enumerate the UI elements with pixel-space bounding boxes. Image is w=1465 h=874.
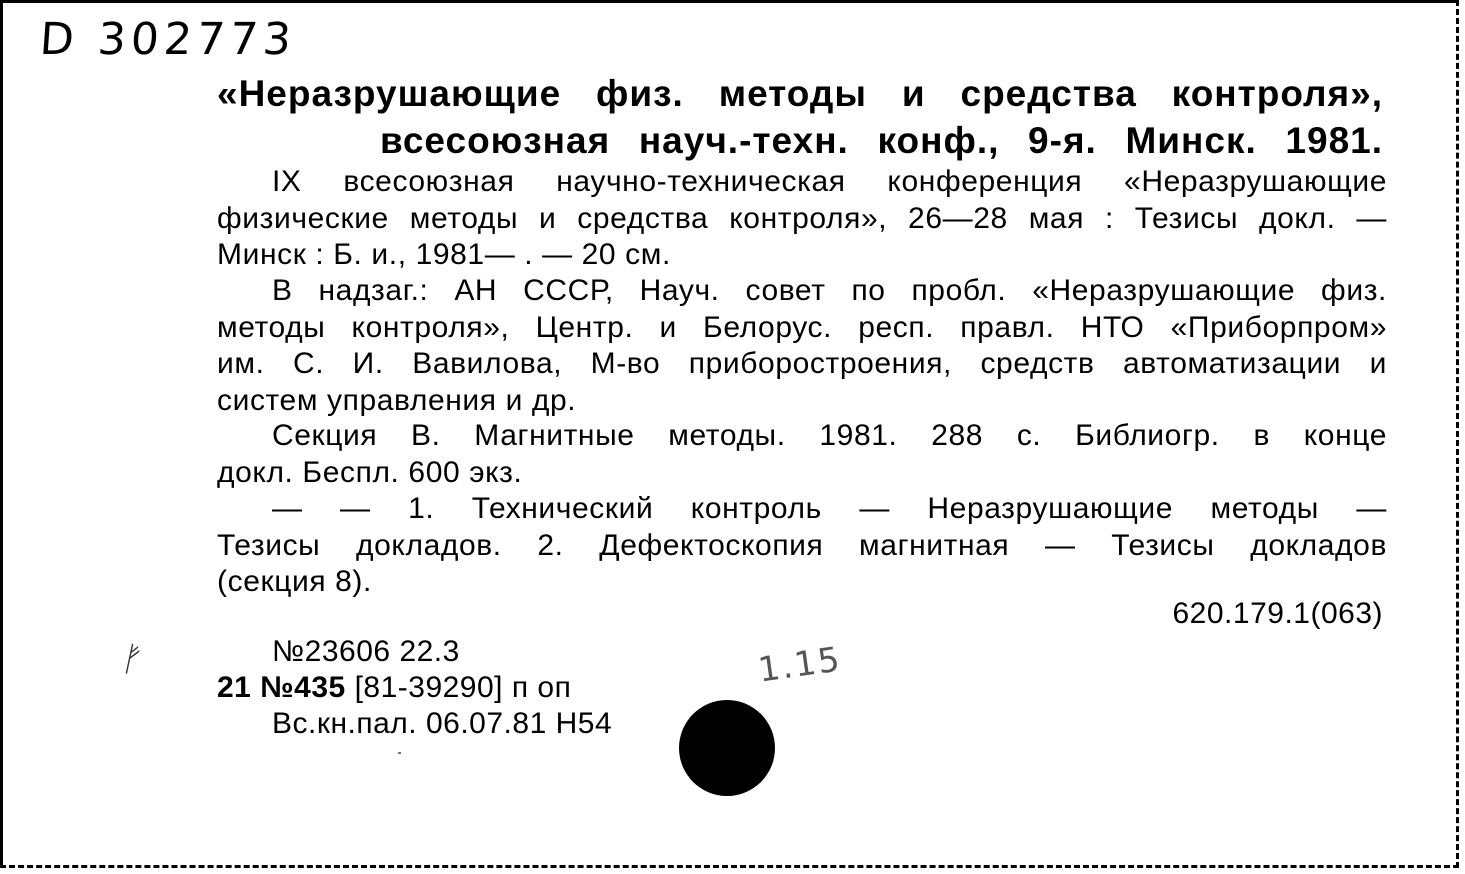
section-line: докл. Беспл. 600 экз. bbox=[217, 455, 523, 489]
order-number: №435 bbox=[260, 671, 346, 704]
order-details: [81-39290] п оп bbox=[354, 671, 572, 704]
subjects-line: (секция 8). bbox=[217, 565, 372, 598]
book-chamber-stamp: Вс.кн.пал. 06.07.81 Н54 bbox=[272, 707, 613, 740]
title-heading-line-1: «Неразрушающие физ. методы и средства контроля», bbox=[217, 73, 1383, 114]
subjects-paragraph bbox=[217, 491, 1387, 601]
note-line: методы контроля», Центр. и Белорус. респ. правл. НТО «Приборпром» bbox=[217, 310, 1387, 344]
pencil-tick-mark: ᚠ bbox=[118, 638, 147, 682]
note-line: В надзаг.: АН СССР, Науч. совет по пробл. «Неразрушающие физ. bbox=[272, 274, 1387, 307]
ink-speck bbox=[398, 752, 401, 754]
description-line: IX всесоюзная научно-техническая конференция «Неразрушающие bbox=[272, 165, 1387, 198]
pencil-annotation: 1.15 bbox=[755, 639, 845, 691]
description-paragraph bbox=[217, 164, 1387, 274]
accession-number: №23606 22.3 bbox=[272, 635, 460, 668]
note-line: им. С. И. Вавилова, М-во приборостроения, средств автоматизации и bbox=[217, 347, 1387, 380]
order-prefix: 21 bbox=[217, 671, 252, 704]
note-line: систем управления и др. bbox=[217, 383, 577, 417]
title-heading-line-2: всесоюзная науч.-техн. конф., 9-я. Минск. 1981. bbox=[380, 120, 1383, 161]
note-paragraph bbox=[217, 273, 1387, 419]
section-paragraph bbox=[217, 418, 1387, 491]
description-line: Минск : Б. и., 1981— . — 20 см. bbox=[217, 238, 671, 271]
section-line: Секция В. Магнитные методы. 1981. 288 с. Библиогр. в конце bbox=[272, 419, 1387, 452]
punch-hole bbox=[679, 700, 775, 796]
subjects-line: — — 1. Технический контроль — Неразрушающие методы — bbox=[272, 492, 1387, 525]
subjects-line: Тезисы докладов. 2. Дефектоскопия магнитная — Тезисы докладов bbox=[217, 528, 1387, 562]
description-line: физические методы и средства контроля», 26—28 мая : Тезисы докл. — bbox=[217, 201, 1387, 235]
udc-classification: 620.179.1(063) bbox=[1172, 597, 1383, 630]
order-line bbox=[217, 671, 571, 705]
call-number: D 302773 bbox=[38, 14, 298, 65]
